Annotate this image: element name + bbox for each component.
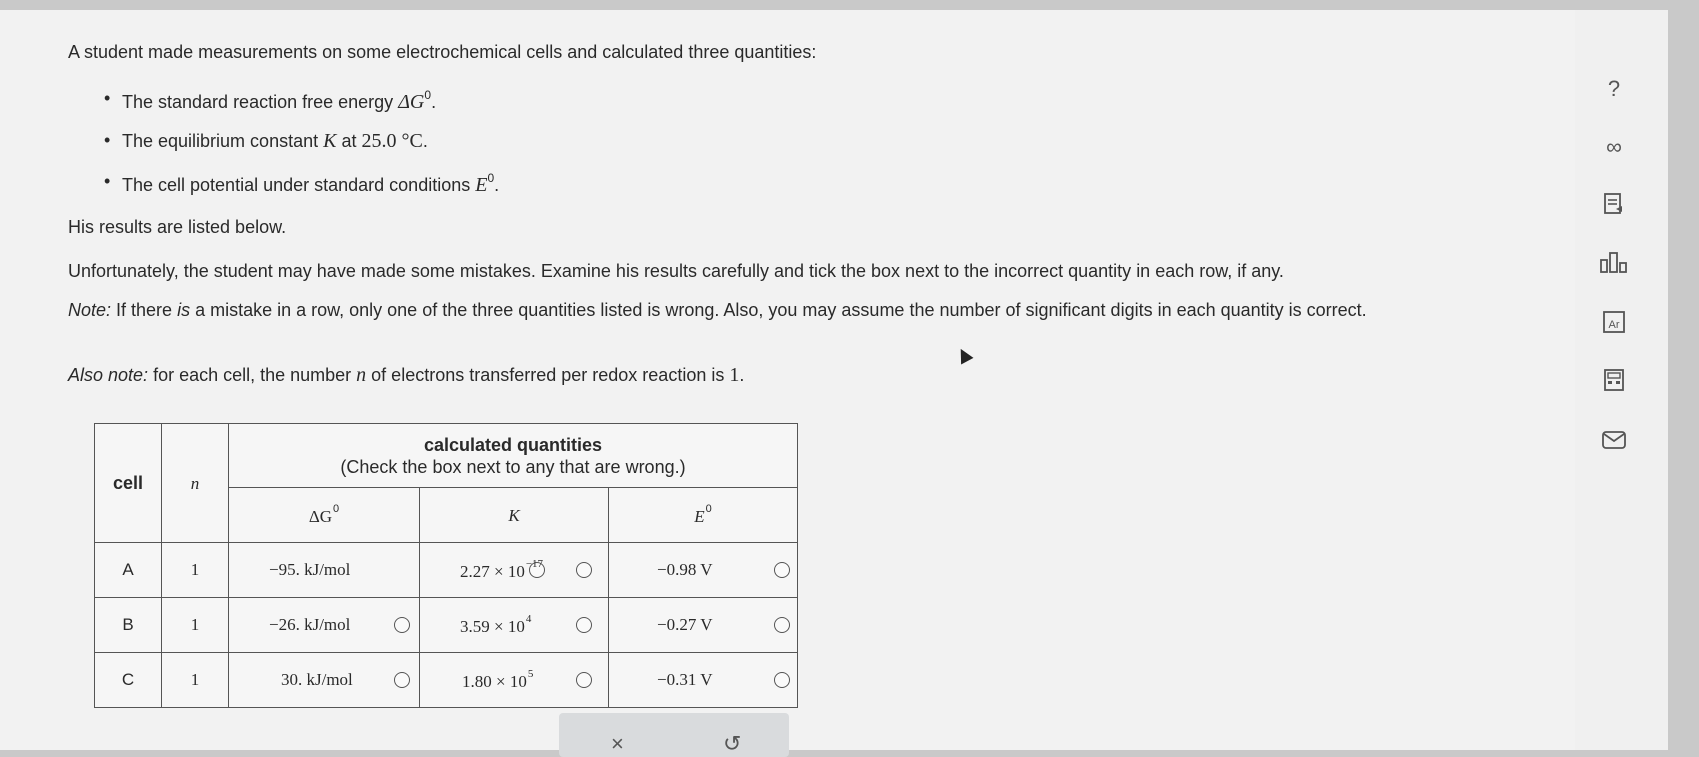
row-n-value: 1 bbox=[162, 543, 229, 598]
row-cell-label: A bbox=[95, 543, 162, 598]
dg-wrong-radio[interactable] bbox=[394, 672, 410, 688]
dg-value-cell: 30. kJ/mol bbox=[229, 653, 420, 708]
calculator-icon[interactable] bbox=[1598, 368, 1630, 398]
table-row bbox=[95, 598, 798, 653]
answer-action-bar bbox=[559, 713, 789, 757]
list-item: • The equilibrium constant K at 25.0 °C. bbox=[100, 130, 499, 153]
k-value-cell: $1.80 \times 10^5$ bbox=[420, 653, 609, 708]
col-header-cell: cell bbox=[95, 424, 162, 543]
instructions-text: Unfortunately, the student may have made some mistakes. Examine his results carefully and tick the box next to the incorrect quantity in each row, if any. bbox=[68, 261, 1284, 281]
k-value-cell: $2.27 \times 10^{-17}$ bbox=[420, 543, 609, 598]
col-header-e: $E^0$ bbox=[609, 488, 798, 543]
mail-icon-svg bbox=[1601, 430, 1627, 450]
help-icon[interactable]: ? bbox=[1607, 76, 1621, 101]
row-n-value: 1 bbox=[162, 598, 229, 653]
notes-icon-svg bbox=[1603, 192, 1625, 216]
intro-text: A student made measurements on some electrochemical cells and calculated three quantities: bbox=[68, 42, 817, 62]
k-wrong-radio[interactable] bbox=[576, 672, 592, 688]
periodic-table-icon-svg bbox=[1602, 310, 1626, 334]
clear-button[interactable]: × bbox=[611, 731, 624, 756]
k-wrong-radio[interactable] bbox=[576, 617, 592, 633]
results-text: His results are listed below. bbox=[68, 217, 287, 237]
infinity-icon[interactable]: ∞ bbox=[1606, 134, 1622, 159]
col-header-k: K bbox=[420, 488, 609, 543]
also-note-text: Also note: for each cell, the number n of electrons transferred per redox reaction is 1. bbox=[68, 364, 745, 386]
notes-icon[interactable] bbox=[1598, 192, 1630, 222]
results-table bbox=[94, 423, 798, 708]
k-value-cell: $3.59 \times 10^4$ bbox=[420, 598, 609, 653]
dg-value-cell: −26. kJ/mol bbox=[229, 598, 420, 653]
row-cell-label: B bbox=[95, 598, 162, 653]
col-header-n: n bbox=[162, 424, 229, 543]
list-item: • The cell potential under standard conditions $E^0$. bbox=[100, 171, 499, 197]
dg-value-cell: −95. kJ/mol bbox=[229, 543, 420, 598]
row-cell-label: C bbox=[95, 653, 162, 708]
note-text: Note: If there is a mistake in a row, only one of the three quantities listed is wrong. Also, you may assume the number of significant digits in each quantity is correct. bbox=[68, 300, 1367, 320]
svg-text:Ar: Ar bbox=[1608, 319, 1620, 331]
data-icon[interactable] bbox=[1598, 250, 1630, 280]
data-icon-svg bbox=[1599, 250, 1629, 274]
k-wrong-radio[interactable] bbox=[576, 562, 592, 578]
periodic-table-icon[interactable] bbox=[1598, 310, 1630, 340]
dg-wrong-radio[interactable] bbox=[394, 617, 410, 633]
undo-button[interactable]: ↺ bbox=[723, 731, 742, 756]
e-value-cell: −0.98 V bbox=[609, 543, 798, 598]
e-value-cell: −0.31 V bbox=[609, 653, 798, 708]
list-item: • The standard reaction free energy $\Delta G^0$. bbox=[100, 88, 499, 114]
col-header-dg: $\Delta G^0$ bbox=[229, 488, 420, 543]
e-wrong-radio[interactable] bbox=[774, 617, 790, 633]
mail-icon[interactable] bbox=[1598, 430, 1630, 456]
calculator-icon-svg bbox=[1603, 368, 1625, 392]
table-row bbox=[95, 543, 798, 598]
row-n-value: 1 bbox=[162, 653, 229, 708]
table-row bbox=[95, 653, 798, 708]
quantity-list bbox=[100, 88, 499, 197]
e-wrong-radio[interactable] bbox=[774, 672, 790, 688]
calc-header: calculated quantities (Check the box next to any that are wrong.) bbox=[229, 424, 798, 488]
e-value-cell: −0.27 V bbox=[609, 598, 798, 653]
e-wrong-radio[interactable] bbox=[774, 562, 790, 578]
